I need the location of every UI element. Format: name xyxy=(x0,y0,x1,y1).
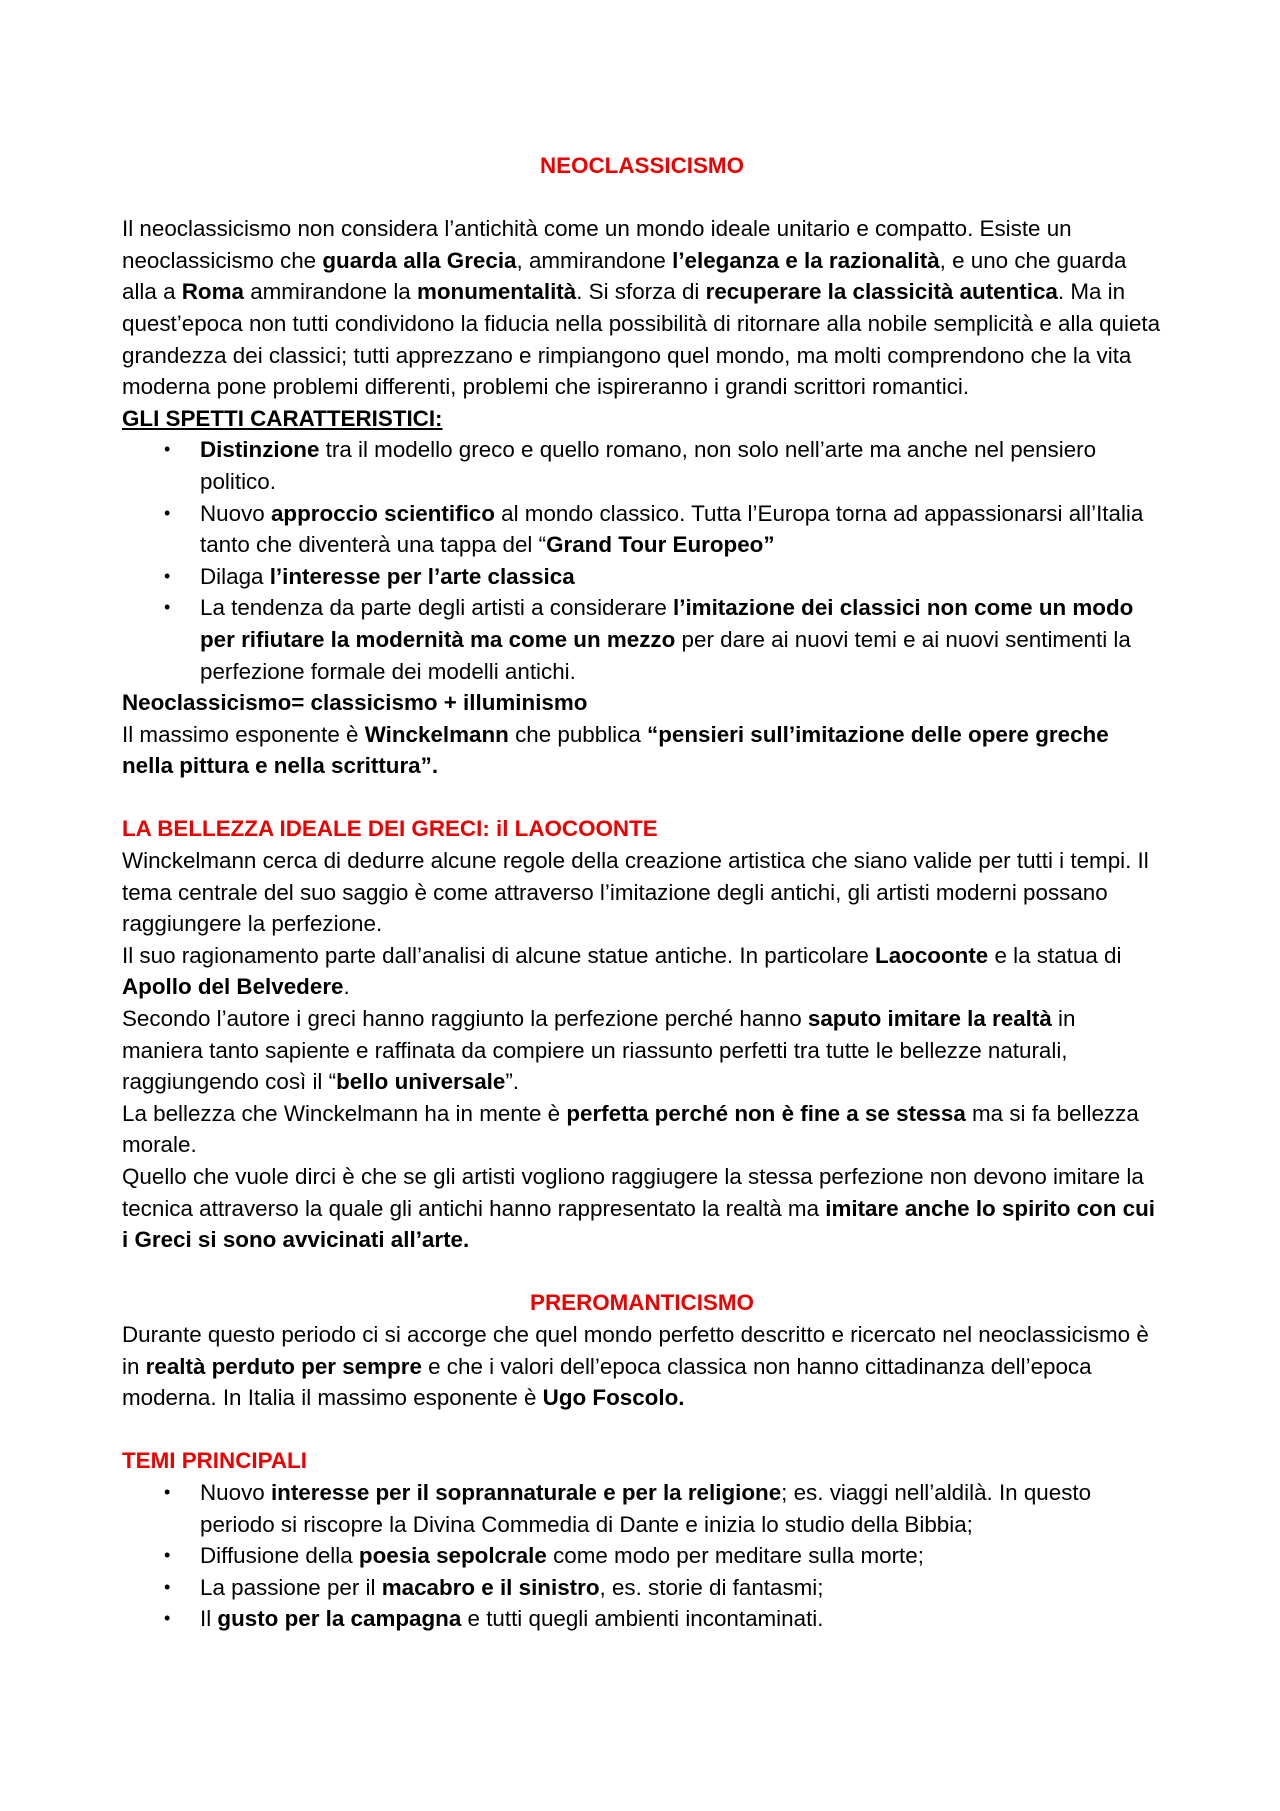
text-run: Nuovo xyxy=(200,500,271,526)
spacer xyxy=(122,1256,1162,1288)
bold-text-run: guarda alla Grecia xyxy=(322,247,517,273)
bold-text-run: Roma xyxy=(181,279,244,305)
text-run: La tendenza da parte degli artisti a considerare xyxy=(200,595,673,621)
text-run: , ammirandone xyxy=(516,247,673,273)
bold-text-run: imitare anche lo spirito con cui i Greci si sono avvicinati all’arte. xyxy=(122,1195,1155,1253)
bold-text-run: l’imitazione dei classici non come un modo per rifiutare la modernità ma come un mezzo xyxy=(200,595,1134,652)
bold-text-run: interesse per il soprannaturale e per la religione xyxy=(270,1479,782,1505)
bold-text-run: l’eleganza e la razionalità xyxy=(672,247,940,273)
text-run: e che i valori dell’epoca classica non hanno cittadinanza dell’epoca moderna. In Italia il massimo esponente è xyxy=(122,1353,1092,1411)
list-item xyxy=(122,434,1162,497)
text-run: , e uno che guarda alla a xyxy=(122,247,1127,305)
text-run: ”. xyxy=(505,1069,520,1095)
text-run: Nuovo xyxy=(200,1479,271,1505)
text-run: . xyxy=(343,974,350,1000)
list-item xyxy=(122,498,1162,561)
text-run: ma si fa bellezza morale. xyxy=(122,1100,1139,1158)
text-run: e tutti quegli ambienti incontaminati. xyxy=(461,1606,824,1632)
list-item xyxy=(122,1477,1162,1540)
bold-text-run: Grand Tour Europeo” xyxy=(546,532,775,558)
spacer xyxy=(122,782,1162,814)
body-paragraph xyxy=(122,940,1162,1003)
winckelmann-paragraph xyxy=(122,719,1162,782)
neo-intro-paragraph xyxy=(122,213,1162,403)
text-run: ammirandone la xyxy=(243,279,417,305)
document-page xyxy=(122,150,1162,1635)
text-run: come modo per meditare sulla morte; xyxy=(546,1543,924,1569)
bold-text-run: recuperare la classicità autentica xyxy=(705,279,1058,305)
bold-text-run: Ugo Foscolo. xyxy=(542,1385,685,1411)
bold-text-run: “pensieri sull’imitazione delle opere greche nella pittura e nella scrittura”. xyxy=(122,721,1109,779)
list-item xyxy=(122,561,1162,593)
bullet-icon: • xyxy=(164,1608,171,1629)
title-preromanticismo: PREROMANTICISMO xyxy=(530,1290,754,1316)
text-run: La passione per il xyxy=(200,1574,382,1600)
list-item xyxy=(122,592,1162,687)
bold-text-run: realtà perduto per sempre xyxy=(145,1353,422,1379)
text-run: Quello che vuole dirci è che se gli artisti vogliono raggiugere la stessa perfezione non devono imitare la tecnica attraverso la quale gli antichi hanno rappresentato la realtà ma xyxy=(122,1164,1144,1221)
bold-text-run: monumentalità xyxy=(416,279,577,305)
text-run: ; es. viaggi nell’aldilà. In questo periodo si riscopre la Divina Commedia di Dante e inizia lo studio della Bibbia; xyxy=(200,1479,1092,1537)
text-run: Il suo ragionamento parte dall’analisi di alcune statue antiche. In particolare xyxy=(122,942,876,968)
bold-text-run: gusto per la campagna xyxy=(217,1606,462,1632)
bullet-icon: • xyxy=(164,1545,171,1566)
bold-text-run: macabro e il sinistro xyxy=(381,1574,600,1600)
bold-text-run: poesia sepolcrale xyxy=(358,1543,547,1569)
bullet-icon: • xyxy=(164,502,171,523)
bullet-icon: • xyxy=(164,1576,171,1597)
bold-text-run: Winckelmann xyxy=(364,721,509,747)
list-item xyxy=(122,1572,1162,1604)
body-paragraph xyxy=(122,1098,1162,1161)
text-run: che pubblica xyxy=(508,721,648,747)
bullet-icon: • xyxy=(164,597,171,618)
body-paragraph xyxy=(122,845,1162,940)
list-item xyxy=(122,1603,1162,1635)
bold-text-run: perfetta perché non è fine a se stessa xyxy=(566,1100,966,1126)
spacer xyxy=(122,1414,1162,1446)
list-item xyxy=(122,1540,1162,1572)
text-run: Dilaga xyxy=(200,563,270,589)
bold-text-run: Distinzione xyxy=(200,437,320,463)
text-run: per dare ai nuovi temi e ai nuovi sentimenti la perfezione formale dei modelli antichi. xyxy=(200,626,1131,684)
bullet-icon: • xyxy=(164,1481,171,1502)
text-run: Il xyxy=(200,1606,218,1632)
themes-list xyxy=(122,1477,1162,1635)
aspects-heading: GLI SPETTI CARATTERISTICI: xyxy=(122,405,443,431)
text-run: in maniera tanto sapiente e raffinata da compiere un riassunto perfetti tra tutte le bellezze naturali, raggiungendo così il “ xyxy=(122,1006,1076,1095)
themes-heading: TEMI PRINCIPALI xyxy=(122,1448,307,1474)
bold-text-run: l’interesse per l’arte classica xyxy=(269,563,575,589)
text-run: e la statua di xyxy=(988,942,1122,968)
laocoonte-paragraphs xyxy=(122,845,1162,1256)
aspects-list xyxy=(122,434,1162,687)
bold-text-run: saputo imitare la realtà xyxy=(807,1006,1052,1032)
text-run: . Si sforza di xyxy=(576,279,706,305)
text-run: tra il modello greco e quello romano, non solo nell’arte ma anche nel pensiero politico. xyxy=(200,437,1097,494)
text-run: Durante questo periodo ci si accorge che quel mondo perfetto descritto e ricercato nel neoclassicismo è in xyxy=(122,1321,1149,1379)
text-run: , es. storie di fantasmi; xyxy=(599,1574,824,1600)
text-run: La bellezza che Winckelmann ha in mente è xyxy=(122,1100,567,1126)
spacer xyxy=(122,182,1162,214)
bold-text-run: Apollo del Belvedere xyxy=(122,974,344,1000)
title-neoclassicismo: NEOCLASSICISMO xyxy=(539,153,745,178)
text-run: Secondo l’autore i greci hanno raggiunto la perfezione perché hanno xyxy=(122,1006,808,1032)
bold-text-run: approccio scientifico xyxy=(270,500,495,526)
text-run: Il neoclassicismo non considera l’antichità come un mondo ideale unitario e compatto. Esiste un neoclassicismo che xyxy=(122,216,1072,273)
body-paragraph xyxy=(122,1003,1162,1098)
bullet-icon: • xyxy=(164,439,171,460)
text-run: Winckelmann cerca di dedurre alcune regole della creazione artistica che siano valide per tutti i tempi. Il tema centrale del suo saggio è come attraverso l’imitazione degli antichi, gli artisti moderni possano raggiungere la perfezione. xyxy=(122,848,1149,937)
laocoonte-heading: LA BELLEZZA IDEALE DEI GRECI: il LAOCOONTE xyxy=(122,816,658,842)
preromanticismo-intro xyxy=(122,1319,1162,1414)
formula-text: Neoclassicismo= classicismo + illuminismo xyxy=(122,690,588,716)
bullet-icon: • xyxy=(164,565,171,586)
text-run: al mondo classico. Tutta l’Europa torna ad appassionarsi all’Italia tanto che diventerà una tappa del “ xyxy=(200,500,1144,558)
bold-text-run: bello universale xyxy=(336,1069,506,1095)
text-run: Il massimo esponente è xyxy=(122,721,365,747)
text-run: Diffusione della xyxy=(200,1543,359,1569)
formula-line xyxy=(122,687,1162,719)
text-run: . Ma in quest’epoca non tutti condividono la fiducia nella possibilità di ritornare alla nobile semplicità e alla quieta grandezza dei classici; tutti apprezzano e rimpiangono quel mondo, ma molti comprendono che la vita moderna pone problemi differenti, problemi che ispireranno i grandi scrittori romantici. xyxy=(122,279,1161,400)
bold-text-run: Laocoonte xyxy=(875,942,989,968)
body-paragraph xyxy=(122,1161,1162,1256)
